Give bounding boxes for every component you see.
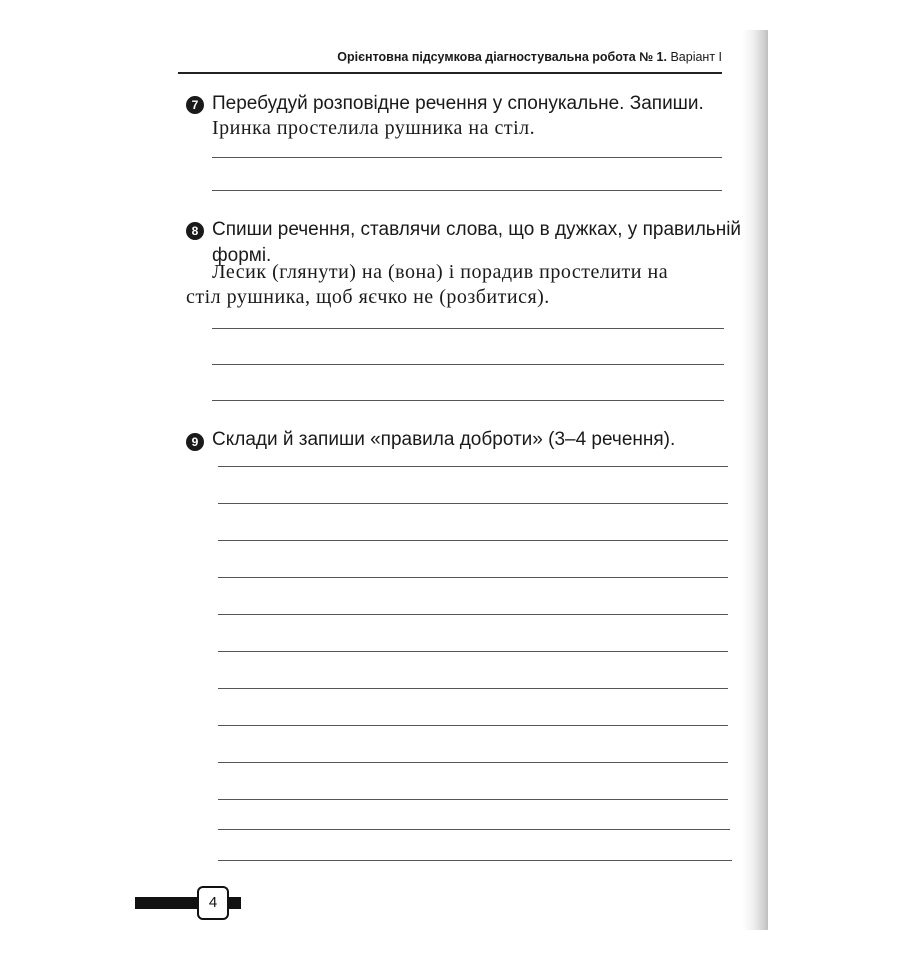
task-instruction: Склади й запиши «правила доброти» (3–4 речення). [212, 429, 676, 450]
answer-line[interactable] [218, 829, 730, 830]
page-edge-shadow [742, 30, 768, 930]
answer-line[interactable] [212, 190, 722, 191]
footer-bar-tail [229, 897, 241, 909]
answer-line[interactable] [212, 400, 724, 401]
page-header [180, 50, 722, 64]
task-instruction-line: Спиши речення, ставлячи слова, що в дужках, у правильній [212, 219, 742, 240]
answer-line[interactable] [218, 799, 728, 800]
answer-line[interactable] [218, 688, 728, 689]
task-sentence: Іринка простелила рушника на стіл. [212, 117, 536, 139]
answer-line[interactable] [218, 540, 728, 541]
answer-line[interactable] [218, 503, 728, 504]
answer-line[interactable] [212, 364, 724, 365]
answer-line[interactable] [218, 577, 728, 578]
answer-line[interactable] [212, 157, 722, 158]
answer-line[interactable] [218, 762, 728, 763]
task-sentence-line: стіл рушника, щоб яєчко не (розбитися). [186, 286, 550, 308]
task-instruction-line: формі. [212, 245, 272, 266]
header-variant: Варіант І [670, 50, 722, 64]
task-number-badge: 7 [186, 96, 204, 114]
task-number-badge: 9 [186, 433, 204, 451]
answer-line[interactable] [218, 651, 728, 652]
task-number-badge: 8 [186, 222, 204, 240]
answer-line[interactable] [218, 860, 732, 861]
header-rule [178, 72, 722, 74]
header-title: Орієнтовна підсумкова діагностувальна робота № 1. [337, 50, 667, 64]
task-instruction: Перебудуй розповідне речення у спонукальне. Запиши. [212, 93, 704, 114]
page-number: 4 [197, 886, 229, 920]
answer-line[interactable] [218, 614, 728, 615]
answer-line[interactable] [218, 466, 728, 467]
footer-bar [135, 897, 197, 909]
answer-line[interactable] [218, 725, 728, 726]
answer-line[interactable] [212, 328, 724, 329]
task-sentence-line: Лесик (глянути) на (вона) і порадив простелити на [212, 261, 669, 283]
